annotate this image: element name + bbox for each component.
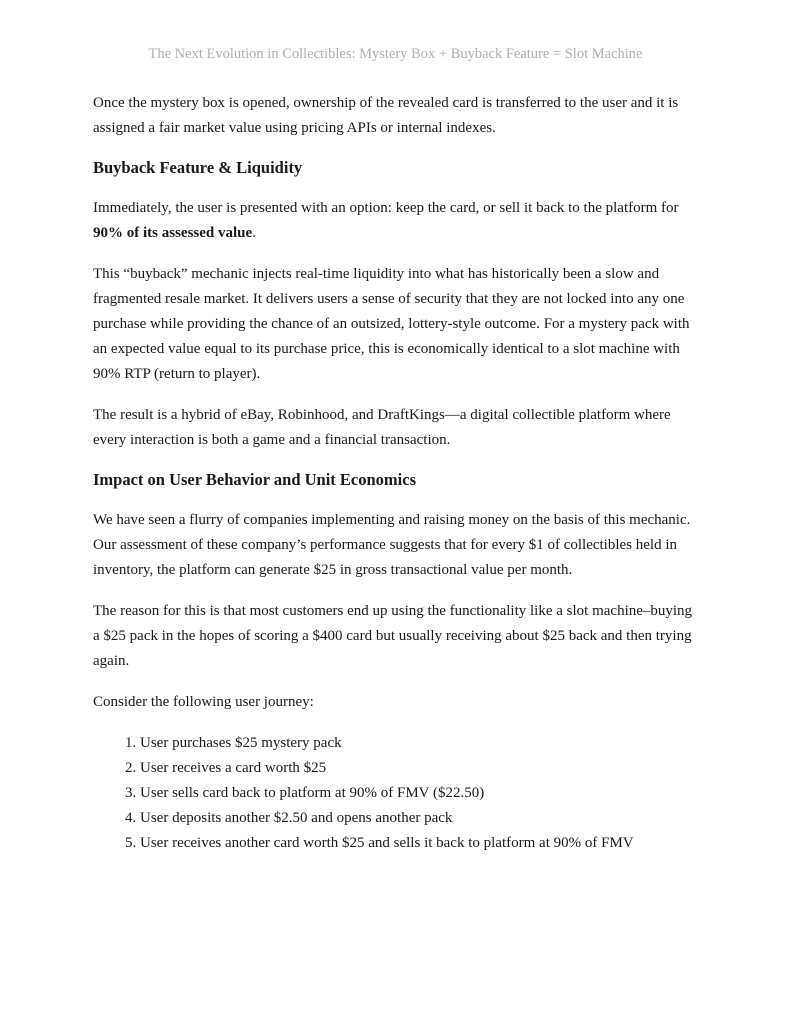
list-item: 2. User receives a card worth $25 <box>140 756 699 781</box>
buyback-percent-emphasis: 90% of its assessed value <box>93 225 253 241</box>
heading-buyback: Buyback Feature & Liquidity <box>93 158 303 177</box>
paragraph-hybrid: The result is a hybrid of eBay, Robinhood, and DraftKings—a digital collectible platform where every interaction is both a game and a financial transaction. <box>93 407 671 448</box>
heading-impact: Impact on User Behavior and Unit Economics <box>93 470 416 489</box>
list-item: 3. User sells card back to platform at 90% of FMV ($22.50) <box>140 781 699 806</box>
paragraph-companies: We have seen a flurry of companies implementing and raising money on the basis of this mechanic. Our assessment of these company’s performance suggests that for every $1 of collectibles held in inventory, the platform can generate $25 in gross transactional value per month. <box>93 512 691 578</box>
list-item: 5. User receives another card worth $25 and sells it back to platform at 90% of FMV <box>140 831 699 856</box>
list-item: 4. User deposits another $2.50 and opens another pack <box>140 806 699 831</box>
document-body <box>93 91 699 856</box>
paragraph-ownership: Once the mystery box is opened, ownership of the revealed card is transferred to the user and it is assigned a fair market value using pricing APIs or internal indexes. <box>93 95 679 136</box>
buyback-option-text: Immediately, the user is presented with an option: keep the card, or sell it back to the platform for <box>93 200 679 216</box>
paragraph-journey-intro: Consider the following user journey: <box>93 694 314 710</box>
paragraph-liquidity: This “buyback” mechanic injects real-time liquidity into what has historically been a slow and fragmented resale market. It delivers users a sense of security that they are not locked into any one purchase while providing the chance of an outsized, lottery-style outcome. For a mystery pack with an expected value equal to its purchase price, this is economically identical to a slot machine with 90% RTP (return to player). <box>93 266 690 382</box>
paragraph-reason: The reason for this is that most customers end up using the functionality like a slot machine–buying a $25 pack in the hopes of scoring a $400 card but usually receiving about $25 back and then trying again. <box>93 603 693 669</box>
buyback-option-end: . <box>252 225 256 241</box>
running-header: The Next Evolution in Collectibles: Mystery Box + Buyback Feature = Slot Machine <box>148 46 643 62</box>
paragraph-buyback-option <box>93 196 699 246</box>
list-item: 1. User purchases $25 mystery pack <box>140 731 699 756</box>
user-journey-list <box>93 731 699 856</box>
